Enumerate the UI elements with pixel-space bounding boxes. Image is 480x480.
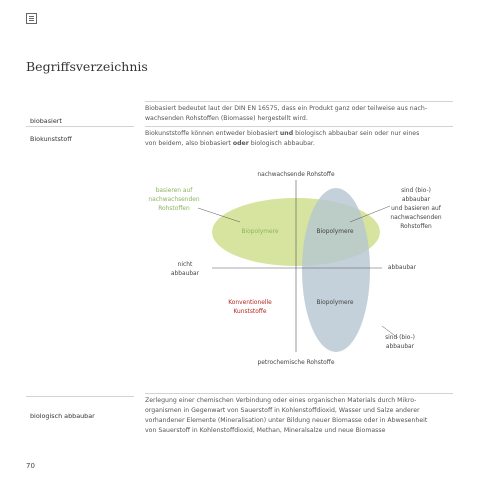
page-number: 70 (26, 462, 35, 470)
label-conventional-plastics: Konventionelle Kunststoffe (228, 300, 272, 315)
term-biokunststoff: Biokunststoff (30, 135, 72, 143)
term-biobasiert: biobasiert (30, 117, 62, 125)
annotation-degradable: sind (bio-) abbaubar (385, 335, 415, 350)
divider (145, 393, 453, 394)
definition-line: organismen in Gegenwart von Sauerstoff in Kohlenstoffdioxid, Wasser und Salze anderer (145, 407, 420, 414)
annotation-renewable: basieren auf nachwachsenden Rohstoffen (148, 188, 200, 212)
definition-biologisch-abbaubar (145, 396, 427, 436)
grey-ellipse-degradable (302, 188, 370, 352)
definition-line: Biokunststoffe können entweder biobasiert und biologisch abbaubar sein oder nur eines (145, 130, 420, 137)
definition-line: vorhandener Elemente (Mineralisation) unter Bildung neuer Biomasse oder in Abwesenheit (145, 417, 428, 424)
axis-left-label: nicht abbaubar (170, 262, 200, 277)
divider (26, 396, 134, 397)
page-title: Begriffsverzeichnis (26, 59, 148, 74)
label-biopolymere-green: Biopolymere (241, 229, 279, 235)
definition-line: von Sauerstoff in Kohlenstoffdioxid, Methan, Mineralsalze und neue Biomasse (145, 427, 386, 434)
term-biologisch-abbaubar: biologisch abbaubar (30, 412, 95, 420)
definition-line: Zerlegung einer chemischen Verbindung oder eines organischen Materials durch Mikro- (145, 397, 417, 404)
annotation-both: sind (bio-) abbaubar und basieren auf nachwachsenden Rohstoffen (390, 188, 442, 230)
axis-top-label: nachwachsende Rohstoffe (257, 172, 335, 178)
axis-bottom-label: petrochemische Rohstoffe (257, 360, 335, 366)
definition-line: wachsenden Rohstoffen (Biomasse) hergestellt wird. (145, 115, 308, 122)
label-biopolymere-grey: Biopolymere (316, 300, 354, 306)
definition-line: von beidem, also biobasiert oder biologisch abbaubar. (145, 140, 315, 147)
label-biopolymere-overlap: Biopolymere (316, 229, 354, 235)
definition-line: Biobasiert bedeutet laut der DIN EN 16575, dass ein Produkt ganz oder teilweise aus nach- (145, 105, 428, 112)
axis-right-label: abbaubar (387, 265, 417, 271)
